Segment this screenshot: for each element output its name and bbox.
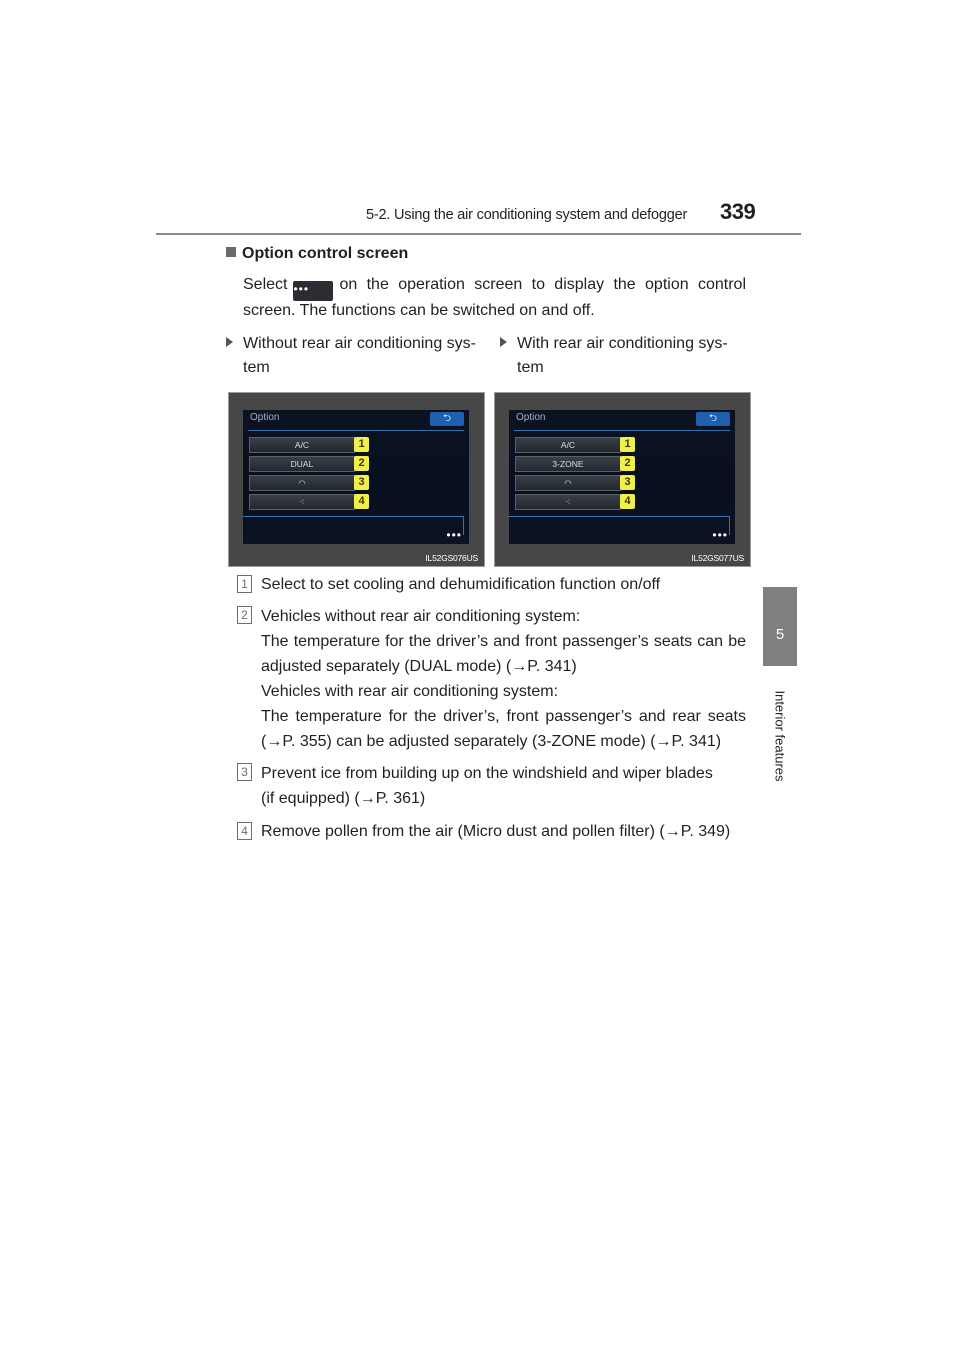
more-options-button[interactable]: •••	[446, 528, 462, 542]
callout-marker-4: 4	[354, 494, 369, 509]
three-zone-option-button[interactable]: 3-ZONE	[515, 456, 621, 472]
chapter-label-text: Interior features	[772, 690, 788, 782]
column-heading-without-rear	[226, 332, 481, 380]
column-heading-with-rear-line2: tem	[517, 359, 544, 376]
image-code: IL52GS077US	[691, 553, 744, 563]
back-button[interactable]: ⮌	[696, 412, 730, 426]
callout-marker-3: 3	[354, 475, 369, 490]
more-options-button-icon: •••	[293, 281, 333, 301]
intro-line-1	[243, 273, 746, 301]
column-heading-without-rear-line1: Without rear air conditioning sys-	[243, 335, 476, 352]
option-screen-title: Option	[516, 412, 546, 423]
triangle-bullet-icon	[226, 337, 233, 347]
item-number-2: 2	[237, 606, 252, 624]
screen-lower-frame	[509, 516, 730, 535]
option-screen-title: Option	[250, 412, 280, 423]
running-header-title: 5-2. Using the air conditioning system and defogger	[366, 207, 688, 223]
item-1-text	[261, 572, 746, 597]
triangle-bullet-icon	[500, 337, 507, 347]
section-heading-text: Option control screen	[242, 245, 409, 262]
column-heading-without-rear-line2: tem	[243, 359, 270, 376]
intro-line-2: screen. The functions can be switched on and off.	[243, 302, 595, 319]
column-heading-with-rear	[500, 332, 750, 380]
back-button[interactable]: ⮌	[430, 412, 464, 426]
screen-divider	[248, 430, 464, 431]
more-options-button[interactable]: •••	[712, 528, 728, 542]
item-2-line: (→P. 355) can be adjusted separately (3-ZONE mode) (→P. 341)	[261, 733, 722, 750]
item-4-line: Remove pollen from the air (Micro dust and pollen filter) (→P. 349)	[261, 823, 731, 840]
item-number-1: 1	[237, 575, 252, 593]
callout-marker-4: 4	[620, 494, 635, 509]
item-1-line: Select to set cooling and dehumidification function on/off	[261, 576, 661, 593]
display-screen	[509, 410, 735, 544]
item-3-line: (if equipped) (→P. 361)	[261, 790, 426, 807]
display-screen	[243, 410, 469, 544]
item-2-line: Vehicles with rear air conditioning system:	[261, 683, 559, 700]
pollen-filter-icon: ⁖	[565, 497, 571, 507]
pollen-filter-icon: ⁖	[299, 497, 305, 507]
item-3-text	[261, 761, 746, 811]
section-heading	[226, 245, 408, 263]
item-4-text	[261, 819, 746, 844]
item-2-line: adjusted separately (DUAL mode) (→P. 341)	[261, 658, 577, 675]
square-bullet-icon	[226, 247, 236, 257]
item-2-line: Vehicles without rear air conditioning system:	[261, 608, 581, 625]
callout-marker-2: 2	[620, 456, 635, 471]
column-heading-with-rear-line1: With rear air conditioning sys-	[517, 335, 728, 352]
callout-marker-3: 3	[620, 475, 635, 490]
item-2-line: The temperature for the driver’s and front passenger’s seats can be	[261, 633, 746, 650]
dual-option-button[interactable]: DUAL	[249, 456, 355, 472]
intro-line-1-rest: on the operation screen to display the option control	[339, 276, 746, 293]
item-number-3: 3	[237, 763, 252, 781]
windshield-deicer-button[interactable]	[515, 475, 621, 491]
option-screen-without-rear	[228, 392, 485, 567]
screen-divider	[514, 430, 730, 431]
callout-marker-2: 2	[354, 456, 369, 471]
ac-option-button[interactable]: A/C	[249, 437, 355, 453]
header-divider	[156, 233, 801, 235]
callout-marker-1: 1	[620, 437, 635, 452]
pollen-filter-button[interactable]	[249, 494, 355, 510]
item-2-line: The temperature for the driver’s, front passenger’s and rear seats	[261, 708, 746, 725]
image-code: IL52GS076US	[425, 553, 478, 563]
option-screen-with-rear	[494, 392, 751, 567]
windshield-deicer-button[interactable]	[249, 475, 355, 491]
item-number-4: 4	[237, 822, 252, 840]
screen-lower-frame	[243, 516, 464, 535]
chapter-label	[770, 681, 790, 791]
item-3-line: Prevent ice from building up on the windshield and wiper blades	[261, 765, 713, 782]
pollen-filter-button[interactable]	[515, 494, 621, 510]
callout-marker-1: 1	[354, 437, 369, 452]
windshield-wiper-icon: ◠	[564, 478, 572, 488]
ac-option-button[interactable]: A/C	[515, 437, 621, 453]
item-2-text	[261, 604, 746, 754]
page-number: 339	[720, 199, 756, 224]
intro-select-word: Select	[243, 276, 288, 293]
windshield-wiper-icon: ◠	[298, 478, 306, 488]
chapter-number: 5	[775, 626, 785, 643]
